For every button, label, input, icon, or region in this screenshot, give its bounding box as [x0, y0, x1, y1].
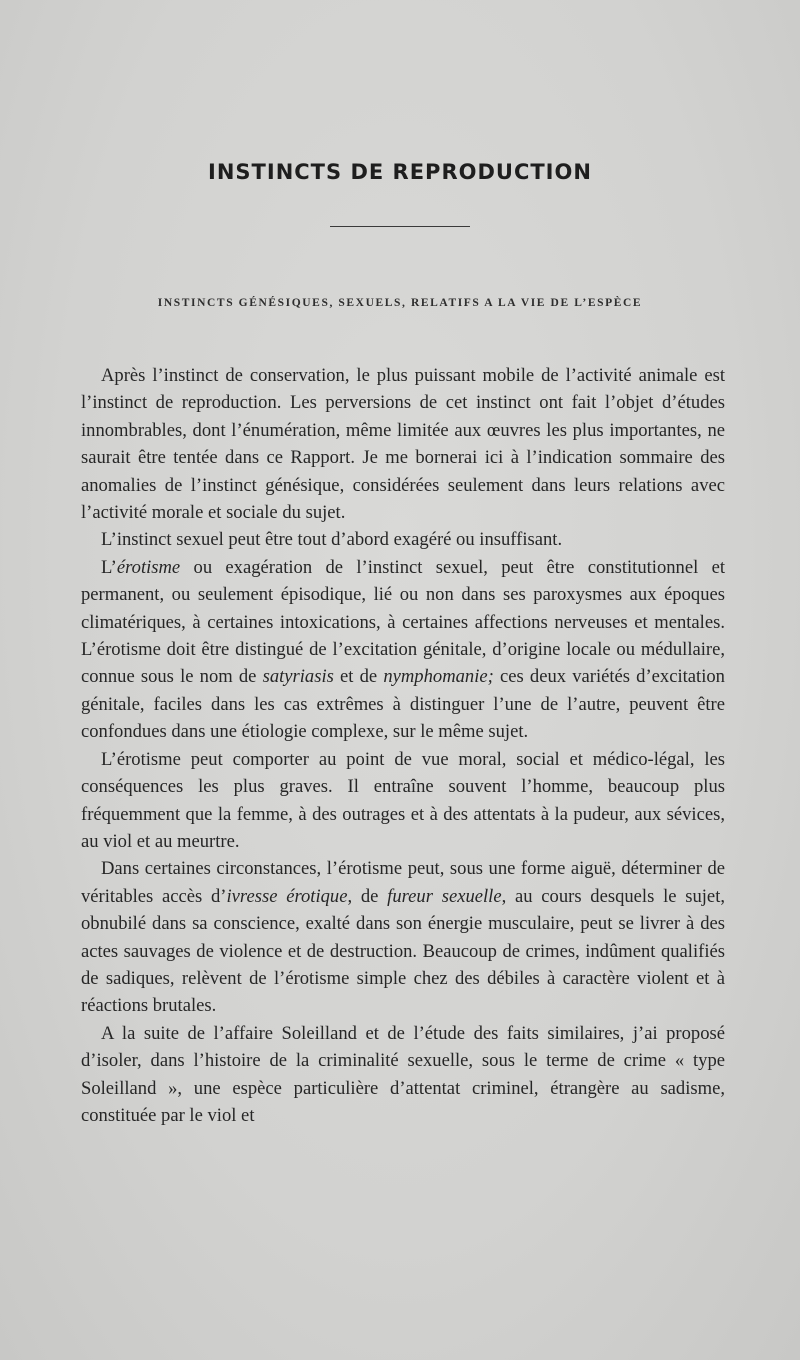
section-subtitle: INSTINCTS GÉNÉSIQUES, SEXUELS, RELATIFS A LA VIE DE L’ESPÈCE: [157, 297, 643, 309]
paragraph-4: L’érotisme peut comporter au point de vue moral, social et médico-légal, les conséquences les plus graves. Il entraîne souvent l’homme, beaucoup plus fréquemment que la femme, à des outrages et à des attentats à la pudeur, aux sévices, au viol et au meurtre.: [81, 748, 725, 852]
term-erotisme: érotisme: [116, 556, 181, 578]
title-divider: [330, 226, 470, 227]
paragraph-5: Dans certaines circonstances, l’érotisme peut, sous une forme aiguë, déterminer de véritables accès d’ivresse érotique, de fureur sexuelle, au cours desquels le sujet, obnubilé dans sa conscience, exalté dans son énergie musculaire, peut se livrer à des actes sauvages de violence et de destruction. Beaucoup de crimes, indûment qualifiés de sadiques, relèvent de l’érotisme simple chez des débiles à caractère violent et à réactions brutales.: [81, 858, 726, 1017]
term-fureur-sexuelle: fureur sexuelle: [387, 885, 502, 907]
term-nymphomanie: nymphomanie;: [383, 666, 494, 688]
paragraph-1: Après l’instinct de conservation, le plus puissant mobile de l’activité animale est l’instinct de reproduction. Les perversions de cet instinct ont fait l’objet d’études innombrables, dont l’énumération, même limitée aux œuvres les plus importantes, ne saurait être tentée dans ce Rapport. Je me bornerai ici à l’indication sommaire des anomalies de l’instinct génésique, considérées seulement dans leurs relations avec l’activité morale et sociale du sujet.: [81, 365, 725, 524]
term-ivresse-erotique: ivresse érotique: [226, 885, 348, 907]
chapter-title: INSTINCTS DE REPRODUCTION: [208, 160, 592, 184]
paragraph-6: A la suite de l’affaire Soleilland et de l’étude des faits similaires, j’ai proposé d’isoler, dans l’histoire de la criminalité sexuelle, sous le terme de crime « type Soleilland », une espèce particulière d’attentat criminel, étrangère au sadisme, constituée par le viol et: [81, 1022, 725, 1126]
body-text: [81, 362, 725, 1129]
paragraph-2: L’instinct sexuel peut être tout d’abord exagéré ou insuffisant.: [101, 529, 563, 551]
paragraph-3: L’érotisme ou exagération de l’instinct sexuel, peut être constitutionnel et permanent, ou seulement épisodique, lié ou non dans ses paroxysmes aux époques climatériques, à certaines intoxications, à certaines affections nerveuses et mentales. L’érotisme doit être distingué de l’excitation génitale, d’origine locale ou médullaire, connue sous le nom de satyriasis et de nymphomanie; ces deux variétés d’excitation génitale, faciles dans les cas extrêmes à distinguer l’une de l’autre, peuvent être confondues dans une étiologie complexe, sur le même sujet.: [81, 556, 725, 743]
term-satyriasis: satyriasis: [262, 666, 334, 688]
